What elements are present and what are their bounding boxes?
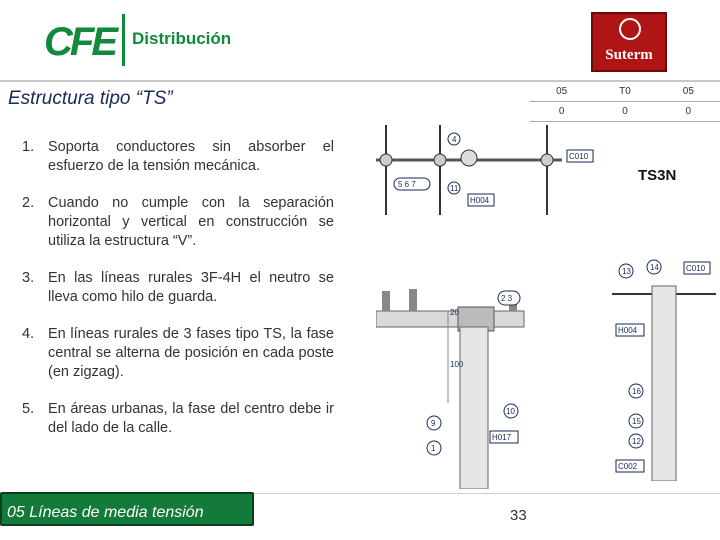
callout-label: 13: [622, 267, 631, 276]
code-cell: 0: [593, 102, 656, 122]
callout-label: 12: [632, 437, 641, 446]
list-text: Cuando no cumple con la separación horizontal y vertical en construcción se utiliza la estructura “V”.: [48, 195, 334, 249]
dimension-label: 20: [450, 308, 459, 317]
callout-label: 16: [632, 387, 641, 396]
callout-label: 2 3: [501, 294, 513, 303]
callout-label: C002: [618, 462, 638, 471]
callout-label: 5 6 7: [398, 180, 416, 189]
insulator-icon: [380, 154, 392, 166]
side-view-diagram: [612, 256, 716, 481]
codes-row: [530, 102, 720, 122]
list-item: [22, 194, 334, 251]
callout-label: 15: [632, 417, 641, 426]
list-item: [22, 138, 334, 176]
list-number: 5.: [22, 401, 35, 417]
code-cell: T0: [593, 82, 656, 102]
list-item: [22, 325, 334, 382]
codes-table: [530, 82, 720, 122]
list-number: 2.: [22, 195, 35, 211]
callout-label: 4: [452, 135, 457, 144]
dimension-label: 100: [450, 360, 464, 369]
callout-label: H017: [492, 433, 512, 442]
code-cell: 0: [657, 102, 720, 122]
slide-title: Estructura tipo “TS”: [8, 88, 173, 109]
suterm-logo: [591, 12, 667, 72]
list-text: En áreas urbanas, la fase del centro debe ir del lado de la calle.: [48, 401, 334, 436]
page-number: 33: [510, 507, 527, 524]
callout-label: 9: [431, 419, 436, 428]
list-item: [22, 400, 334, 438]
gear-icon: [619, 18, 641, 40]
insulator-icon: [541, 154, 553, 166]
code-cell: 05: [530, 82, 593, 102]
list-text: Soporta conductores sin absorber el esfuerzo de la tensión mecánica.: [48, 139, 334, 174]
structure-label: TS3N: [638, 167, 677, 184]
list-item: [22, 269, 334, 307]
cfe-logo-subtitle: Distribución: [132, 29, 232, 48]
callout-label: H004: [618, 326, 638, 335]
insulator-icon: [434, 154, 446, 166]
cfe-logo-mark: CFE: [44, 20, 115, 64]
list-number: 4.: [22, 326, 35, 342]
callout-label: 11: [450, 184, 459, 193]
pole-icon: [652, 286, 676, 481]
front-view-diagram: [376, 283, 526, 489]
cfe-logo: [44, 14, 244, 66]
callout-label: C010: [686, 264, 706, 273]
pole-icon: [460, 327, 488, 489]
callout-label: C010: [569, 152, 589, 161]
pole-top-icon: [461, 150, 477, 166]
footer-section-title: 05 Líneas de media tensión: [7, 504, 204, 521]
list-text: En las líneas rurales 3F-4H el neutro se lleva como hilo de guarda.: [48, 270, 334, 305]
callout-label: H004: [470, 196, 490, 205]
logo-divider: [122, 14, 125, 66]
code-cell: 05: [657, 82, 720, 102]
numbered-list: [22, 138, 334, 456]
insulator-group: [386, 125, 547, 215]
codes-row: [530, 82, 720, 102]
top-view-diagram: [372, 120, 612, 220]
callout-label: 10: [506, 407, 515, 416]
list-text: En líneas rurales de 3 fases tipo TS, la fase central se alterna de posición en cada poste (en zigzag).: [48, 326, 334, 380]
list-number: 3.: [22, 270, 35, 286]
callout-label: 1: [431, 444, 436, 453]
callout-label: 14: [650, 263, 659, 272]
code-cell: 0: [530, 102, 593, 122]
suterm-logo-text: Suterm: [605, 47, 653, 63]
list-number: 1.: [22, 139, 35, 155]
